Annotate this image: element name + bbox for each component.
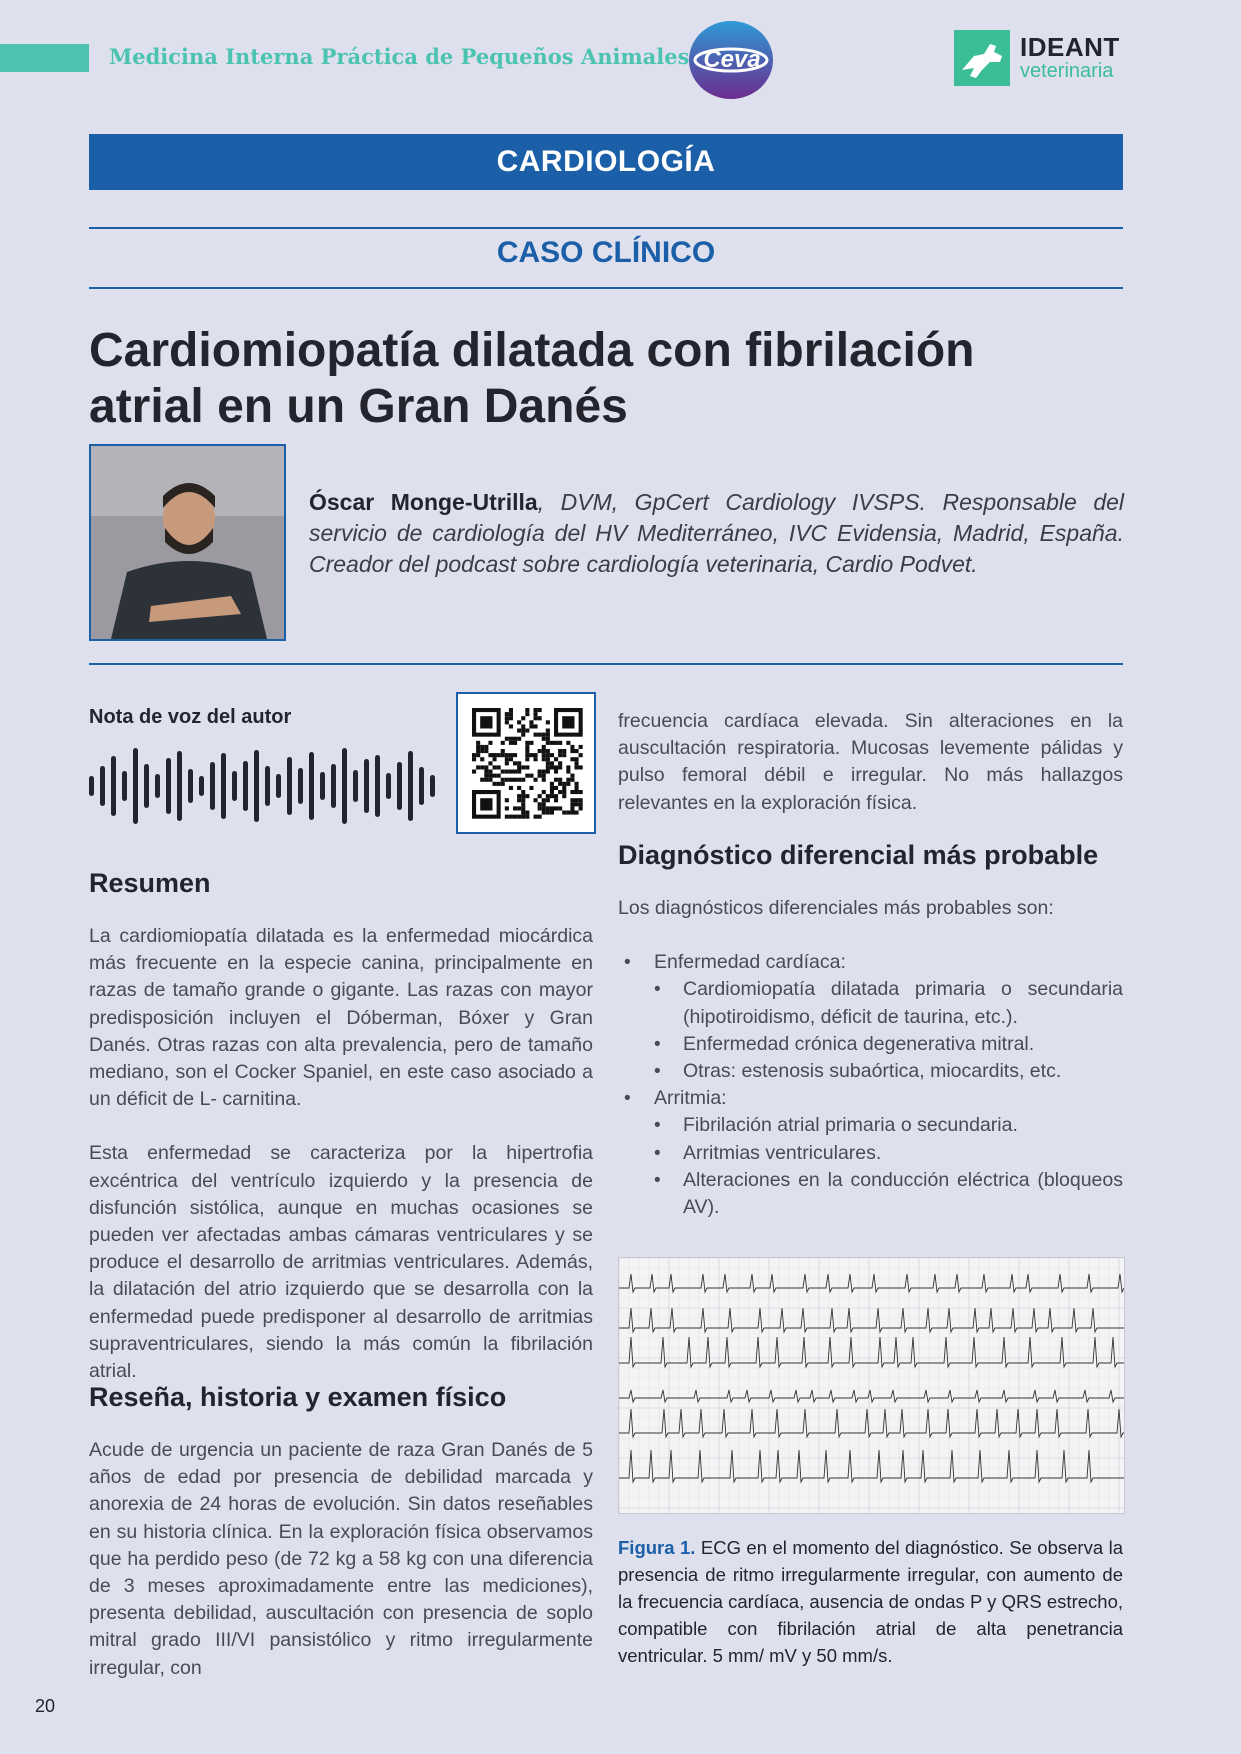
- resena-paragraph-continued: frecuencia cardíaca elevada. Sin alteraciones en la auscultación respiratoria. Mucosas levemente pálidas y pulso femoral débil e irregular. No más hallazgos relevantes en la exploración física.: [618, 710, 1123, 814]
- resumen-paragraph-1: La cardiomiopatía dilatada es la enfermedad miocárdica más frecuente en la especie canina, principalmente en razas de tamaño grande o gigante. Las razas con mayor predisposición incluyen el Dóberman, Bóxer y Gran Danés. Otras razas con alta prevalencia, pero de tamaño mediano, son el Cocker Spaniel, en este caso asociado a un déficit de L- carnitina.: [89, 925, 593, 1111]
- ideant-dog-icon: [954, 30, 1010, 86]
- article-title: [89, 323, 1129, 435]
- ideant-logo-subtext: veterinaria: [1020, 60, 1114, 82]
- bullet-icon: •: [654, 1142, 661, 1164]
- differential-item: [618, 1112, 1123, 1139]
- differential-item-text: Arritmias ventriculares.: [683, 1141, 882, 1164]
- differential-item: [618, 1058, 1123, 1085]
- author-photo: [89, 444, 286, 641]
- differential-item: [618, 1031, 1123, 1058]
- section-banner: CARDIOLOGÍA: [89, 134, 1123, 190]
- divider: [89, 663, 1123, 665]
- divider: [89, 287, 1123, 289]
- bullet-icon: •: [624, 952, 631, 974]
- header-accent-bar: [0, 44, 89, 72]
- figure-label: Figura 1.: [618, 1537, 696, 1558]
- diagnostico-intro: Los diagnósticos diferenciales más probables son:: [618, 897, 1054, 919]
- resumen-section: [89, 868, 593, 1385]
- differential-item: [618, 1167, 1123, 1221]
- differential-item-text: Enfermedad cardíaca:: [654, 951, 846, 974]
- differential-item-text: Cardiomiopatía dilatada primaria o secundaria (hipotiroidismo, déficit de taurina, etc.).: [683, 978, 1123, 1028]
- ceva-logo-text: Ceva: [703, 46, 761, 73]
- figure-caption: [618, 1534, 1123, 1669]
- resena-heading: Reseña, historia y examen físico: [89, 1382, 507, 1412]
- bullet-icon: •: [654, 979, 661, 1001]
- differential-item: [618, 1085, 1123, 1112]
- bullet-icon: •: [654, 1033, 661, 1055]
- ideant-logo: [954, 30, 1124, 88]
- differential-item: [618, 949, 1123, 976]
- bullet-icon: •: [654, 1115, 661, 1137]
- resena-continuation: [618, 708, 1123, 817]
- resena-section: [89, 1382, 593, 1682]
- bullet-icon: •: [654, 1061, 661, 1083]
- journal-title: Medicina Interna Práctica de Pequeños Animales: [109, 44, 690, 69]
- differential-item: [618, 1140, 1123, 1167]
- resena-paragraph: Acude de urgencia un paciente de raza Gran Danés de 5 años de edad por presencia de debilidad marcada y anorexia de 24 horas de evolución. Sin datos reseñables en su historia clínica. En la exploración física observamos que ha perdido peso (de 72 kg a 58 kg con una diferencia de 3 meses aproximadamente entre las mediciones), presenta debilidad, auscultación con presencia de soplo mitral grado III/VI pansistólico y ritmo irregularmente irregular, con: [89, 1439, 593, 1679]
- differential-item-text: Enfermedad crónica degenerativa mitral.: [683, 1032, 1035, 1055]
- ideant-logo-text: IDEANT: [1020, 32, 1120, 62]
- audio-waveform-icon[interactable]: [87, 748, 439, 824]
- title-line-2: atrial en un Gran Danés: [89, 380, 628, 433]
- figure-caption-text: ECG en el momento del diagnóstico. Se observa la presencia de ritmo irregularmente irregular, con aumento de la frecuencia cardíaca, ausencia de ondas P y QRS estrecho, compatible con fibrilación atrial de alta penetrancia ventricular. 5 mm/ mV y 50 mm/s.: [618, 1537, 1123, 1666]
- divider: [89, 227, 1123, 229]
- differential-item-text: Otras: estenosis subaórtica, miocardits, etc.: [683, 1060, 1062, 1083]
- diagnostico-heading: Diagnóstico diferencial más probable: [618, 840, 1099, 870]
- page-number: 20: [35, 1696, 56, 1716]
- diagnostico-section: [618, 840, 1123, 1221]
- author-bio: [309, 487, 1124, 580]
- title-line-1: Cardiomiopatía dilatada con fibrilación: [89, 324, 975, 377]
- differential-list: [618, 949, 1123, 1221]
- resumen-paragraph-2: Esta enfermedad se caracteriza por la hipertrofia excéntrica del ventrículo izquierdo y la presencia de disfunción sistólica, aunque en muchas ocasiones se pueden ver afectadas ambas cámaras ventriculares y se produce el desarrollo de arritmias ventriculares. Además, la dilatación del atrio izquierdo que se desarrolla con la enfermedad puede predisponer al desarrollo de arritmias supraventriculares, siendo la más común la fibrilación atrial.: [89, 1142, 593, 1383]
- differential-item: [618, 976, 1123, 1030]
- qr-code[interactable]: [456, 692, 596, 834]
- differential-item-text: Arritmia:: [654, 1087, 727, 1110]
- author-description: , DVM, GpCert Cardiology IVSPS. Responsable del servicio de cardiología del HV Mediterráneo, IVC Evidensia, Madrid, España. Creador del podcast sobre cardiología veterinaria, Cardio Podvet.: [309, 489, 1125, 577]
- resumen-heading: Resumen: [89, 868, 211, 898]
- bullet-icon: •: [654, 1169, 661, 1191]
- subsection-heading: CASO CLÍNICO: [496, 236, 716, 269]
- voice-note-label: Nota de voz del autor: [89, 706, 292, 728]
- ceva-logo: [688, 20, 774, 100]
- differential-item-text: Alteraciones en la conducción eléctrica (bloqueos AV).: [683, 1168, 1123, 1219]
- bullet-icon: •: [624, 1088, 631, 1110]
- differential-item-text: Fibrilación atrial primaria o secundaria.: [683, 1114, 1018, 1137]
- author-name: Óscar Monge-Utrilla: [309, 489, 538, 515]
- ecg-figure: [618, 1257, 1125, 1514]
